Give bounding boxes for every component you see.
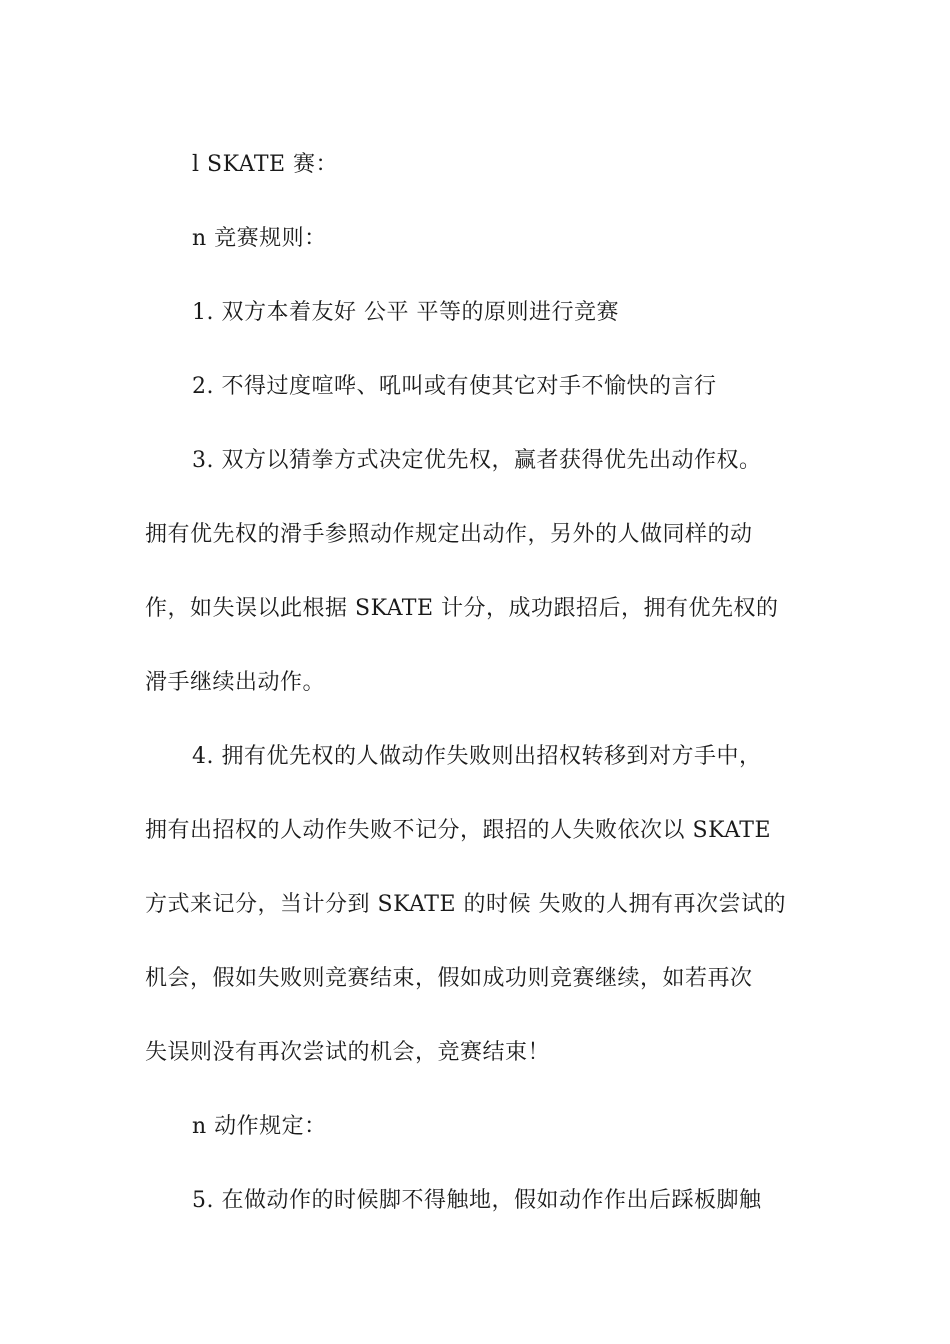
document-body [145, 128, 807, 1238]
rule-2-paragraph [145, 350, 807, 424]
text-line: 4. 拥有优先权的人做动作失败则出招权转移到对方手中， [192, 744, 762, 769]
text-line: l SKATE 赛： [192, 152, 339, 177]
text-line: 滑手继续出动作。 [145, 670, 326, 695]
text-line: 作，如失误以此根据 SKATE 计分，成功跟招后，拥有优先权的 [145, 596, 779, 621]
text-line: 拥有优先权的滑手参照动作规定出动作，另外的人做同样的动 [145, 522, 753, 547]
text-line: n 动作规定： [192, 1114, 327, 1139]
text-line: 1. 双方本着友好 公平 平等的原则进行竞赛 [192, 300, 619, 325]
rule-5-paragraph [145, 1164, 807, 1238]
rule-3-paragraph [145, 424, 807, 720]
rules-heading [145, 202, 807, 276]
text-line: 5. 在做动作的时候脚不得触地，假如动作作出后踩板脚触 [192, 1188, 762, 1213]
rule-1-paragraph [145, 276, 807, 350]
moves-heading [145, 1090, 807, 1164]
skate-heading [145, 128, 807, 202]
rule-4-paragraph [145, 720, 807, 1090]
text-line: 方式来记分，当计分到 SKATE 的时候 失败的人拥有再次尝试的 [145, 892, 787, 917]
text-line: 2. 不得过度喧哗、吼叫或有使其它对手不愉快的言行 [192, 374, 717, 399]
text-line: 机会，假如失败则竞赛结束，假如成功则竞赛继续，如若再次 [145, 966, 753, 991]
text-line: 拥有出招权的人动作失败不记分，跟招的人失败依次以 SKATE [145, 818, 772, 843]
text-line: 失误则没有再次尝试的机会，竞赛结束！ [145, 1040, 551, 1065]
text-line: 3. 双方以猜拳方式决定优先权，赢者获得优先出动作权。 [192, 448, 762, 473]
text-line: n 竞赛规则： [192, 226, 327, 251]
